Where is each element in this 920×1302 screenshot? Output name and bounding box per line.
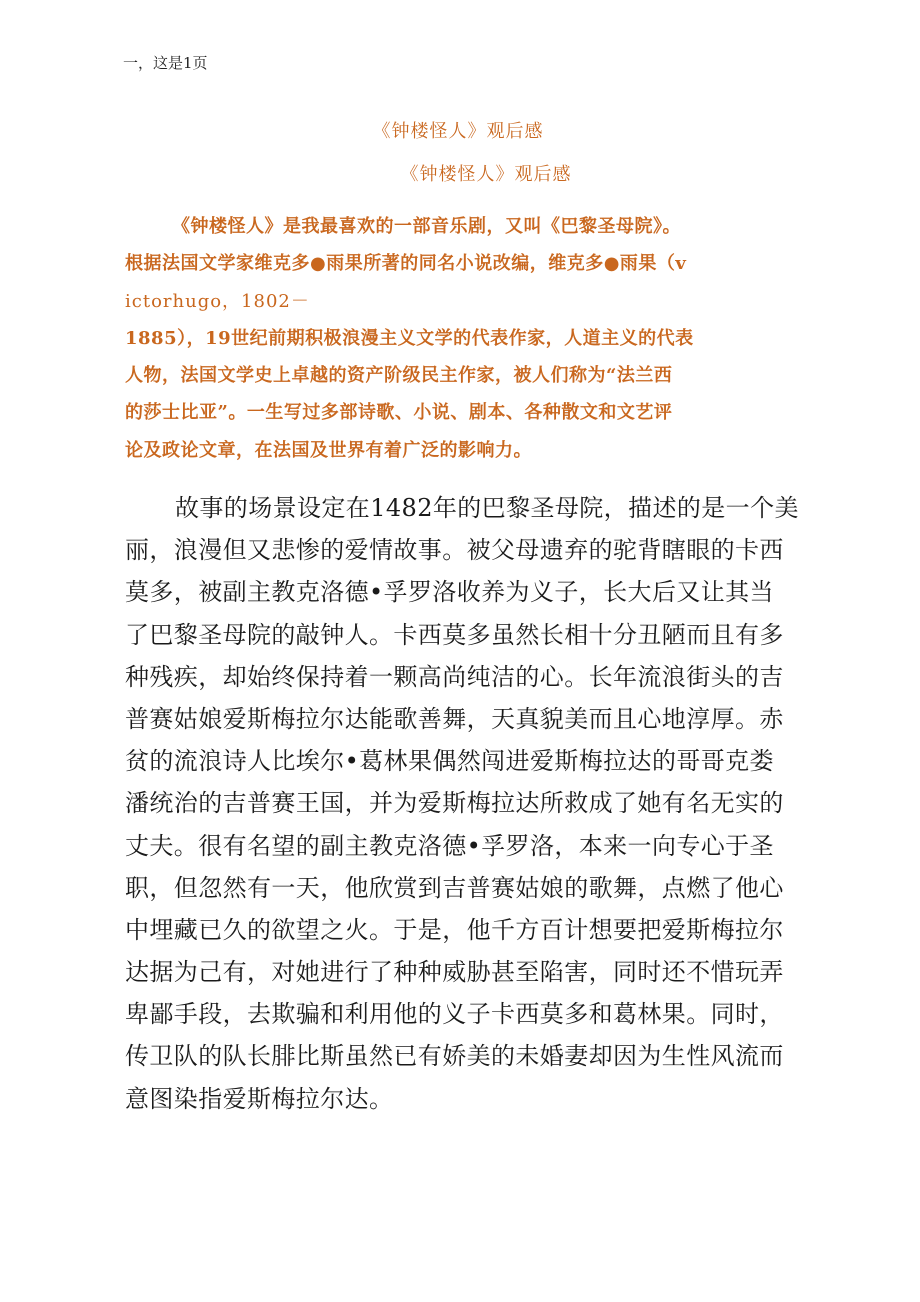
body-line: 莫多，被副主教克洛德•孚罗洛收养为义子，长大后又让其当 (125, 578, 774, 607)
page-marker: 一，这是1页 (123, 54, 208, 72)
body-line: 职，但忽然有一天，他欣赏到吉普赛姑娘的歌舞，点燃了他心 (125, 873, 784, 902)
body-line: 潘统治的吉普赛王国，并为爱斯梅拉达所救成了她有名无实的 (125, 789, 784, 818)
body-line: 达据为己有，对她进行了种种威胁甚至陷害，同时还不惜玩弄 (125, 958, 784, 987)
intro-line: 的莎士比亚”。一生写过多部诗歌、小说、剧本、各种散文和文艺评 (125, 402, 673, 424)
intro-paragraph (125, 208, 805, 469)
intro-line: 《钟楼怪人》是我最喜欢的一部音乐剧，又叫《巴黎圣母院》。 (172, 216, 681, 237)
body-line: 丽，浪漫但又悲惨的爱情故事。被父母遗弃的驼背瞎眼的卡西 (125, 536, 784, 565)
body-line: 传卫队的队长腓比斯虽然已有娇美的未婚妻却因为生性风流而 (125, 1042, 784, 1071)
intro-line: 1885），19世纪前期积极浪漫主义文学的代表作家，人道主义的代表 (125, 327, 694, 349)
document-subtitle: 《钟楼怪人》观后感 (400, 164, 572, 185)
story-paragraph (125, 487, 805, 1120)
body-line: 种残疾，却始终保持着一颗高尚纯洁的心。长年流浪街头的吉 (125, 662, 784, 691)
intro-line: 根据法国文学家维克多●雨果所著的同名小说改编，维克多●雨果（v (125, 253, 687, 275)
body-line: 丈夫。很有名望的副主教克洛德•孚罗洛，本来一向专心于圣 (125, 831, 774, 860)
body-line: 中埋藏已久的欲望之火。于是，他千方百计想要把爱斯梅拉尔 (125, 915, 784, 944)
body-line: 贫的流浪诗人比埃尔•葛林果偶然闯进爱斯梅拉达的哥哥克娄 (125, 747, 774, 776)
body-line: 卑鄙手段，去欺骗和利用他的义子卡西莫多和葛林果。同时， (125, 1000, 784, 1029)
body-line: 普赛姑娘爱斯梅拉尔达能歌善舞，天真貌美而且心地淳厚。赤 (125, 704, 784, 733)
intro-line: 人物，法国文学史上卓越的资产阶级民主作家，被人们称为“法兰西 (125, 365, 673, 387)
body-line: 了巴黎圣母院的敲钟人。卡西莫多虽然长相十分丑陋而且有多 (125, 620, 784, 649)
intro-line: ictorhugo，1802－ (125, 290, 310, 312)
document-title: 《钟楼怪人》观后感 (372, 121, 544, 142)
intro-line: 论及政论文章，在法国及世界有着广泛的影响力。 (125, 439, 532, 461)
body-line: 意图染指爱斯梅拉尔达。 (125, 1084, 394, 1113)
body-line: 故事的场景设定在1482年的巴黎圣母院，描述的是一个美 (175, 494, 799, 522)
